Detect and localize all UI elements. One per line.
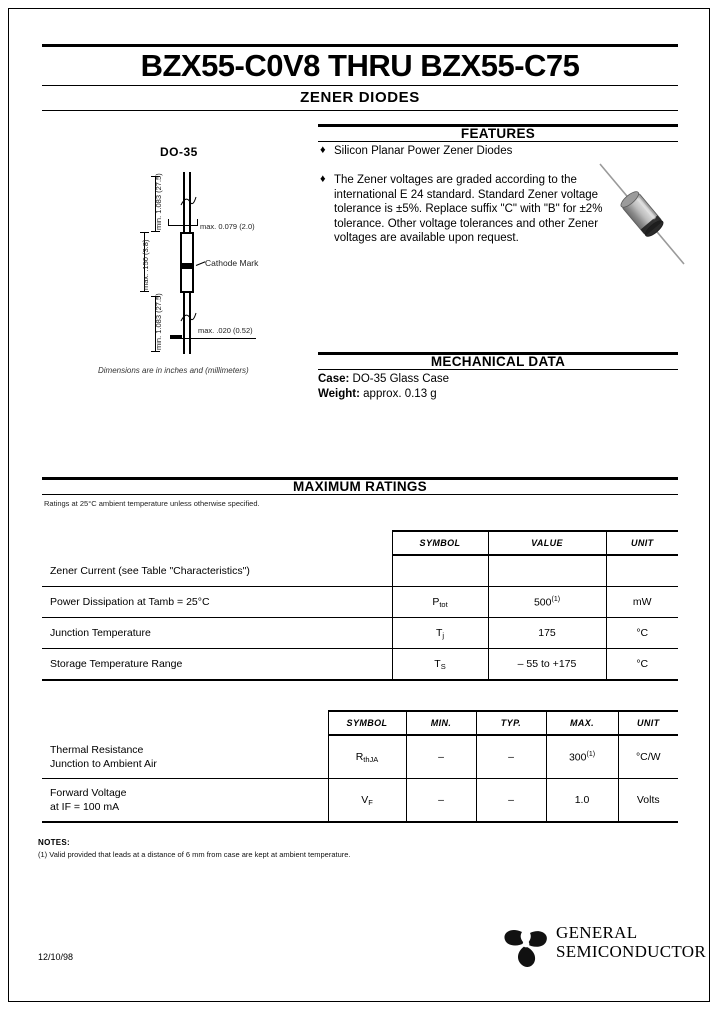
ratings-value: 175 — [488, 618, 606, 649]
dim-label-body-dia: max. 0.079 (2.0) — [200, 222, 255, 231]
drawing-break-mark-bottom — [178, 310, 198, 324]
dim-leader-lead-dia — [170, 338, 256, 339]
ratings-col-unit: UNIT — [606, 531, 678, 555]
package-name-label: DO-35 — [160, 145, 198, 159]
drawing-caption: Dimensions are in inches and (millimeters) — [98, 366, 249, 375]
dim-tick-body-dia-a — [168, 219, 169, 226]
dim-label-lead-dia: max. .020 (0.52) — [198, 326, 253, 335]
drawing-cathode-band — [180, 263, 194, 269]
char-col-typ: TYP. — [476, 711, 546, 735]
maximum-ratings-table — [42, 530, 678, 681]
notes-item-1: (1) Valid provided that leads at a distance of 6 mm from case are kept at ambient temperature. — [38, 850, 351, 859]
cathode-mark-label-line1: Cathode Mark — [205, 258, 259, 268]
company-name-line2: SEMICONDUCTOR — [556, 942, 706, 961]
mechanical-rule-bottom — [318, 369, 678, 370]
ratings-value: – 55 to +175 — [488, 649, 606, 681]
dim-label-lead-top: min. 1.083 (27.5) — [154, 173, 163, 230]
ratings-symbol: $T_j$ — [392, 618, 488, 649]
char-typ: – — [476, 779, 546, 823]
ratings-col-value: VALUE — [488, 531, 606, 555]
notes-title: NOTES: — [38, 838, 71, 847]
char-max: 1.0 — [546, 779, 618, 823]
company-logo — [500, 922, 706, 974]
char-symbol: $R_{thJA}$ — [328, 735, 406, 779]
ratings-col-blank — [42, 531, 392, 555]
char-desc — [42, 779, 328, 823]
mechanical-case-label: Case: — [318, 373, 350, 385]
char-desc-line2: at IF = 100 mA — [50, 801, 120, 813]
company-name-line1: GENERAL — [556, 923, 638, 942]
dim-tick-body-dia-b — [197, 219, 198, 226]
dim-tick-lead-bot-b — [151, 351, 160, 352]
ratings-unit — [606, 555, 678, 587]
ratings-col-symbol: SYMBOL — [392, 531, 488, 555]
char-min: – — [406, 735, 476, 779]
table-row — [42, 587, 678, 618]
header-rule-top — [42, 44, 678, 47]
features-rule-bottom — [318, 141, 678, 142]
table-row — [42, 735, 678, 779]
char-desc — [42, 735, 328, 779]
ratings-symbol: $P_{tot}$ — [392, 587, 488, 618]
table-row — [42, 618, 678, 649]
dim-arrow-lead-dia — [170, 335, 182, 338]
table-row — [42, 779, 678, 823]
char-typ: – — [476, 735, 546, 779]
char-desc-line1: Thermal Resistance — [50, 743, 144, 756]
dim-tick-lead-top-b — [151, 231, 160, 232]
general-semiconductor-mark-icon — [500, 926, 554, 970]
ratings-heading: MAXIMUM RATINGS — [293, 479, 427, 494]
char-max: 300$^{(1)}$ — [546, 735, 618, 779]
char-desc-line1: Forward Voltage — [50, 787, 127, 799]
page-title: BZX55-C0V8 THRU BZX55-C75 — [140, 48, 580, 83]
ratings-value: 500$^{(1)}$ — [488, 587, 606, 618]
ratings-desc: Junction Temperature — [42, 618, 392, 649]
ratings-desc: Storage Temperature Range — [42, 649, 392, 681]
mechanical-case-value: DO-35 Glass Case — [352, 373, 450, 385]
drawing-body-right — [192, 232, 194, 292]
ratings-desc: Zener Current (see Table "Characteristics") — [42, 555, 392, 587]
ratings-unit: °C — [606, 618, 678, 649]
feature-item-2: The Zener voltages are graded according to the international E 24 standard. Standard Zener voltage tolerance is ±5%. Replace suffix "C" with "B" for ±2% tolerance. Other voltage tolerances and other Zener voltages are available upon request. — [334, 174, 603, 245]
mechanical-weight-value: approx. 0.13 g — [363, 388, 437, 400]
table-row — [42, 649, 678, 681]
dim-label-lead-bottom: min. 1.083 (27.5) — [154, 293, 163, 350]
characteristics-table — [42, 710, 678, 823]
ratings-value — [488, 555, 606, 587]
char-col-symbol: SYMBOL — [328, 711, 406, 735]
char-desc-line2: Junction to Ambient Air — [50, 757, 157, 770]
table-row — [42, 555, 678, 587]
mechanical-case-row — [318, 373, 449, 385]
header-rule-mid — [42, 85, 678, 86]
ratings-symbol — [392, 555, 488, 587]
ratings-rule-bottom — [42, 494, 678, 495]
drawing-body-left — [180, 232, 182, 292]
feature-bullet-icon-1: ♦ — [320, 144, 326, 156]
feature-bullet-icon-2: ♦ — [320, 173, 326, 185]
dim-tick-body-a — [140, 232, 149, 233]
dim-tick-body-b — [140, 291, 149, 292]
char-unit: °C/W — [618, 735, 678, 779]
dim-leader-body-dia — [168, 225, 198, 226]
drawing-body-top — [180, 232, 194, 234]
char-col-min: MIN. — [406, 711, 476, 735]
company-name — [556, 923, 706, 961]
mechanical-weight-row — [318, 388, 437, 400]
drawing-break-mark-top — [178, 194, 198, 208]
diode-photo-illustration — [596, 160, 688, 268]
ratings-symbol: $T_S$ — [392, 649, 488, 681]
char-min: – — [406, 779, 476, 823]
dim-label-body-len: max. .150 (3.8) — [141, 239, 150, 290]
table-header-row — [42, 531, 678, 555]
header-rule-bottom — [42, 110, 678, 111]
char-symbol: $V_F$ — [328, 779, 406, 823]
ratings-desc: Power Dissipation at Tamb = 25°C — [42, 587, 392, 618]
footer-date: 12/10/98 — [38, 952, 74, 962]
features-heading: FEATURES — [460, 126, 536, 141]
ratings-unit: mW — [606, 587, 678, 618]
char-unit: Volts — [618, 779, 678, 823]
mechanical-heading: MECHANICAL DATA — [430, 354, 566, 369]
char-col-max: MAX. — [546, 711, 618, 735]
char-col-blank — [42, 711, 328, 735]
ratings-note: Ratings at 25°C ambient temperature unless otherwise specified. — [44, 499, 260, 508]
ratings-unit: °C — [606, 649, 678, 681]
char-col-unit: UNIT — [618, 711, 678, 735]
page-subtitle: ZENER DIODES — [300, 89, 420, 106]
table-header-row — [42, 711, 678, 735]
feature-item-1: Silicon Planar Power Zener Diodes — [334, 145, 513, 157]
mechanical-weight-label: Weight: — [318, 388, 360, 400]
